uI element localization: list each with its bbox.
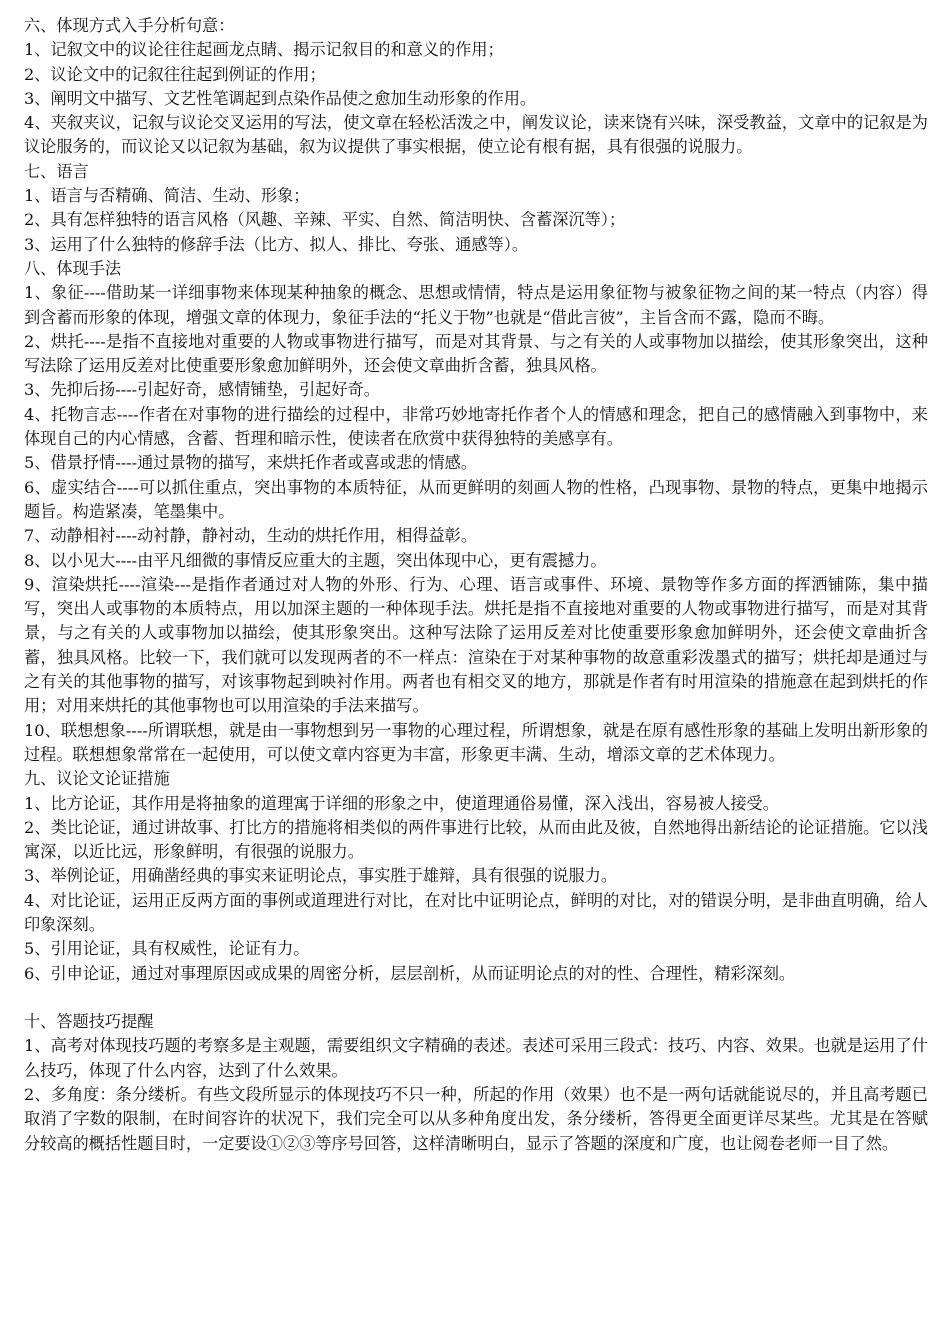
paragraph: 8、以小见大----由平凡细微的事情反应重大的主题，突出体现中心，更有震撼力。 — [24, 550, 607, 570]
paragraph: 10、联想想象----所谓联想，就是由一事物想到另一事物的心理过程，所谓想象，就是在原有感性形象的基础上发明出新形象的过程。联想想象常常在一起使用，可以使文章内容更为丰富，形象更丰满、生动，增添文章的艺术体现力。 — [24, 720, 928, 764]
paragraph: 4、夹叙夹议，记叙与议论交叉运用的写法，使文章在轻松活泼之中，阐发议论，读来饶有兴味，深受教益，文章中的记叙是为议论服务的，而议论又以记叙为基础，叙为议提供了事实根据，使立论有根有据，具有很强的说服力。 — [24, 113, 928, 157]
blank-line — [24, 986, 928, 1010]
paragraph: 6、引申论证，通过对事理原因或成果的周密分析，层层剖析，从而证明论点的对的性、合理性，精彩深刻。 — [24, 963, 796, 983]
paragraph: 1、象征----借助某一详细事物来体现某种抽象的概念、思想或情情，特点是运用象征物与被象征物之间的某一特点（内容）得到含蓄而形象的体现，增强文章的体现力，象征手法的“托义于物”也就是“借此言彼”，主旨含而不露，隐而不晦。 — [24, 283, 928, 327]
paragraph: 4、对比论证，运用正反两方面的事例或道理进行对比，在对比中证明论点，鲜明的对比，对的错误分明，是非曲直明确，给人印象深刻。 — [24, 890, 928, 934]
paragraph: 3、阐明文中描写、文艺性笔调起到点染作品使之愈加生动形象的作用。 — [24, 88, 537, 108]
paragraph: 7、动静相衬----动衬静，静衬动，生动的烘托作用，相得益彰。 — [24, 526, 478, 546]
paragraph: 2、议论文中的记叙往往起到例证的作用； — [24, 64, 326, 84]
paragraph: 9、渲染烘托----渲染---是指作者通过对人物的外形、行为、心理、语言或事件、环境、景物等作多方面的挥洒铺陈，集中描写，突出人或事物的本质特点，用以加深主题的一种体现手法。烘托是指不直接地对重要的人物或事物进行描写，而是对其背景，与之有关的人或事物加以描绘，使其形象突出。这种写法除了运用反差对比使重要形象愈加鲜明外，还会使文章曲折含蓄，独具风格。比较一下，我们就可以发现两者的不一样点：渲染在于对某种事物的故意重彩泼墨式的描写；烘托却是通过与之有关的其他事物的描写，对该事物起到映衬作用。两者也有相交叉的地方，那就是作者有时用渲染的措施意在起到烘托的作用；对用来烘托的其他事物也可以用渲染的手法来描写。 — [24, 574, 928, 716]
section-heading: 六、体现方式入手分析句意： — [24, 16, 235, 35]
paragraph: 2、烘托----是指不直接地对重要的人物或事物进行描写，而是对其背景、与之有关的人或事物加以描绘，使其形象突出，这种写法除了运用反差对比使重要形象愈加鲜明外，还会使文章曲折含蓄，独具风格。 — [24, 331, 928, 376]
paragraph: 2、类比论证，通过讲故事、打比方的措施将相类似的两件事进行比较，从而由此及彼，自然地得出新结论的论证措施。它以浅寓深，以近比远，形象鲜明，有很强的说服力。 — [24, 817, 928, 862]
section-heading: 十、答题技巧提醒 — [24, 1012, 154, 1032]
paragraph: 1、记叙文中的议论往往起画龙点睛、揭示记叙目的和意义的作用； — [24, 40, 504, 60]
paragraph: 4、托物言志----作者在对事物的进行描绘的过程中，非常巧妙地寄托作者个人的情感和理念，把自己的感情融入到事物中，来体现自己的内心情感，含蓄、哲理和暗示性，使读者在欣赏中获得独特的美感享有。 — [24, 404, 928, 449]
section-heading: 九、议论文论证措施 — [24, 769, 170, 789]
paragraph: 5、引用论证，具有权威性，论证有力。 — [24, 939, 310, 959]
paragraph: 1、比方论证，其作用是将抽象的道理寓于详细的形象之中，使道理通俗易懂，深入浅出，容易被人接受。 — [24, 793, 779, 813]
paragraph: 3、举例论证，用确凿经典的事实来证明论点，事实胜于雄辩，具有很强的说服力。 — [24, 866, 618, 886]
paragraph: 3、运用了什么独特的修辞手法（比方、拟人、排比、夸张、通感等）。 — [24, 234, 529, 254]
paragraph: 6、虚实结合----可以抓住重点，突出事物的本质特征，从而更鲜明的刻画人物的性格，凸现事物、景物的特点，更集中地揭示题旨。构造紧凑，笔墨集中。 — [24, 477, 928, 521]
paragraph: 2、具有怎样独特的语言风格（风趣、辛辣、平实、自然、简洁明快、含蓄深沉等）； — [24, 210, 626, 230]
paragraph: 1、高考对体现技巧题的考察多是主观题，需要组织文字精确的表述。表述可采用三段式：技巧、内容、效果。也就是运用了什么技巧，体现了什么内容，达到了什么效果。 — [24, 1036, 928, 1080]
section-heading: 八、体现手法 — [24, 258, 122, 278]
paragraph: 5、借景抒情----通过景物的描写，来烘托作者或喜或悲的情感。 — [24, 453, 478, 473]
paragraph: 1、语言与否精确、简洁、生动、形象； — [24, 186, 310, 206]
paragraph: 3、先抑后扬----引起好奇，感情铺垫，引起好奇。 — [24, 380, 380, 400]
paragraph: 2、多角度：条分缕析。有些文段所显示的体现技巧不只一种，所起的作用（效果）也不是一两句话就能说尽的，并且高考题已取消了字数的限制，在时间容许的状况下，我们完全可以从多种角度出发，条分缕析，答得更全面更详尽某些。尤其是在答赋分较高的概括性题目时，一定要设①②③等序号回答，这样清晰明白，显示了答题的深度和广度，也让阅卷老师一目了然。 — [24, 1085, 928, 1153]
section-heading: 七、语言 — [24, 161, 89, 181]
